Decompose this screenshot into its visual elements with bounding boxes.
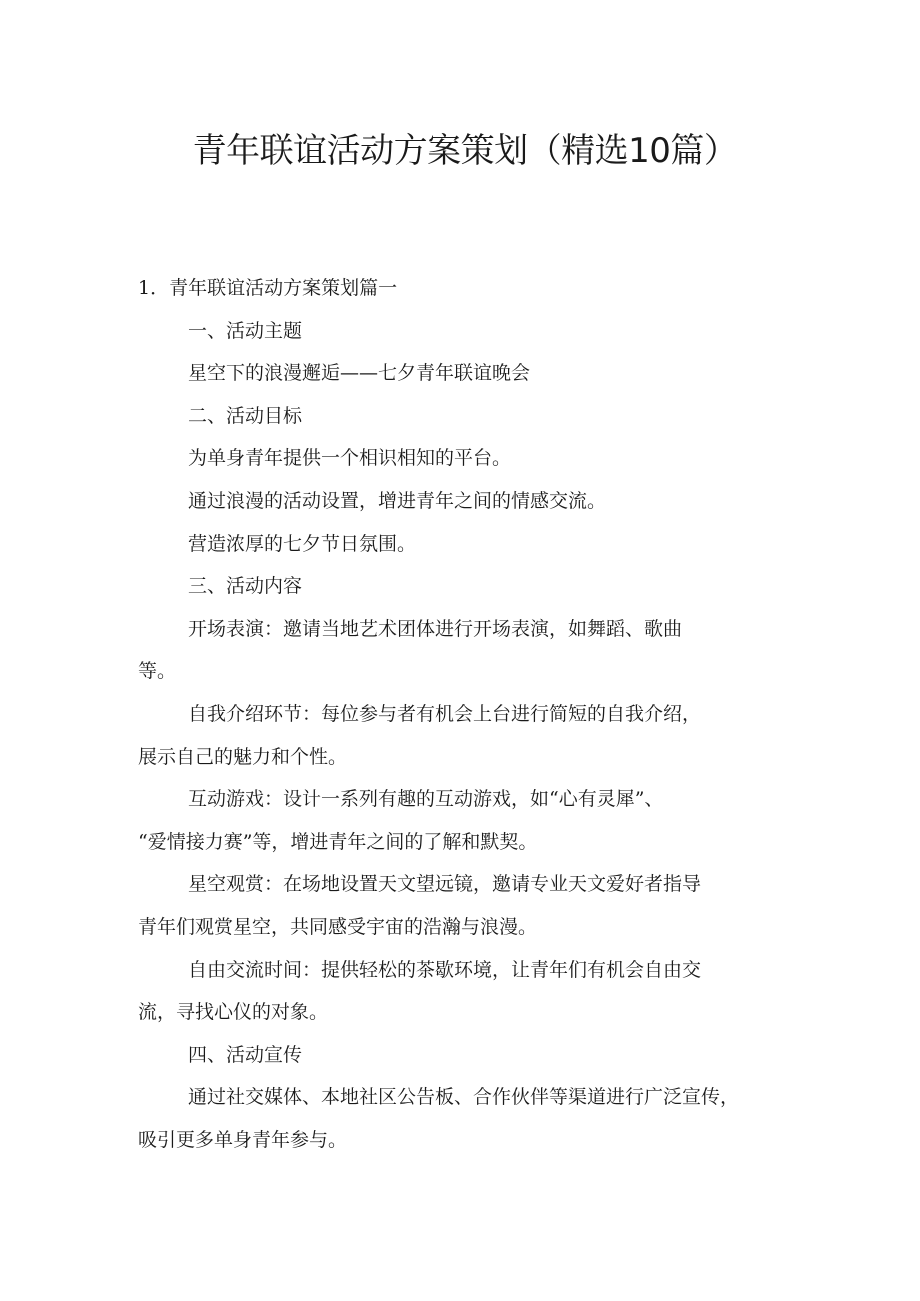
content-opening-line2: 等。 bbox=[138, 660, 177, 683]
subheading-content: 三、活动内容 bbox=[188, 575, 303, 598]
document-body bbox=[138, 267, 783, 1161]
section-heading: 1．青年联谊活动方案策划篇一 bbox=[138, 277, 398, 299]
content-opening-line1: 开场表演：邀请当地艺术团体进行开场表演，如舞蹈、歌曲 bbox=[188, 617, 683, 640]
document-title: 青年联谊活动方案策划（精选10篇） bbox=[192, 131, 738, 171]
content-intro-line1: 自我介绍环节：每位参与者有机会上台进行简短的自我介绍， bbox=[188, 702, 702, 725]
theme-text: 星空下的浪漫邂逅——七夕青年联谊晚会 bbox=[188, 362, 531, 385]
promotion-line2: 吸引更多单身青年参与。 bbox=[138, 1128, 348, 1151]
subheading-theme: 一、活动主题 bbox=[188, 319, 303, 342]
content-games-line2: “爱情接力赛”等，增进青年之间的了解和默契。 bbox=[138, 830, 538, 853]
content-stargazing-line2: 青年们观赏星空，共同感受宇宙的浩瀚与浪漫。 bbox=[138, 915, 538, 938]
goal-item: 通过浪漫的活动设置，增进青年之间的情感交流。 bbox=[188, 489, 607, 512]
goal-item: 营造浓厚的七夕节日氛围。 bbox=[188, 532, 417, 555]
goal-item: 为单身青年提供一个相识相知的平台。 bbox=[188, 447, 512, 470]
promotion-line1: 通过社交媒体、本地社区公告板、合作伙伴等渠道进行广泛宣传， bbox=[188, 1086, 740, 1109]
content-intro-line2: 展示自己的魅力和个性。 bbox=[138, 745, 348, 768]
content-free-talk-line1: 自由交流时间：提供轻松的茶歇环境，让青年们有机会自由交 bbox=[188, 958, 702, 981]
content-free-talk-line2: 流，寻找心仪的对象。 bbox=[138, 1001, 329, 1024]
subheading-promotion: 四、活动宣传 bbox=[188, 1043, 303, 1066]
content-stargazing-line1: 星空观赏：在场地设置天文望远镜，邀请专业天文爱好者指导 bbox=[188, 873, 702, 896]
subheading-goals: 二、活动目标 bbox=[188, 404, 303, 427]
content-games-line1: 互动游戏：设计一系列有趣的互动游戏，如“心有灵犀”、 bbox=[188, 788, 664, 811]
